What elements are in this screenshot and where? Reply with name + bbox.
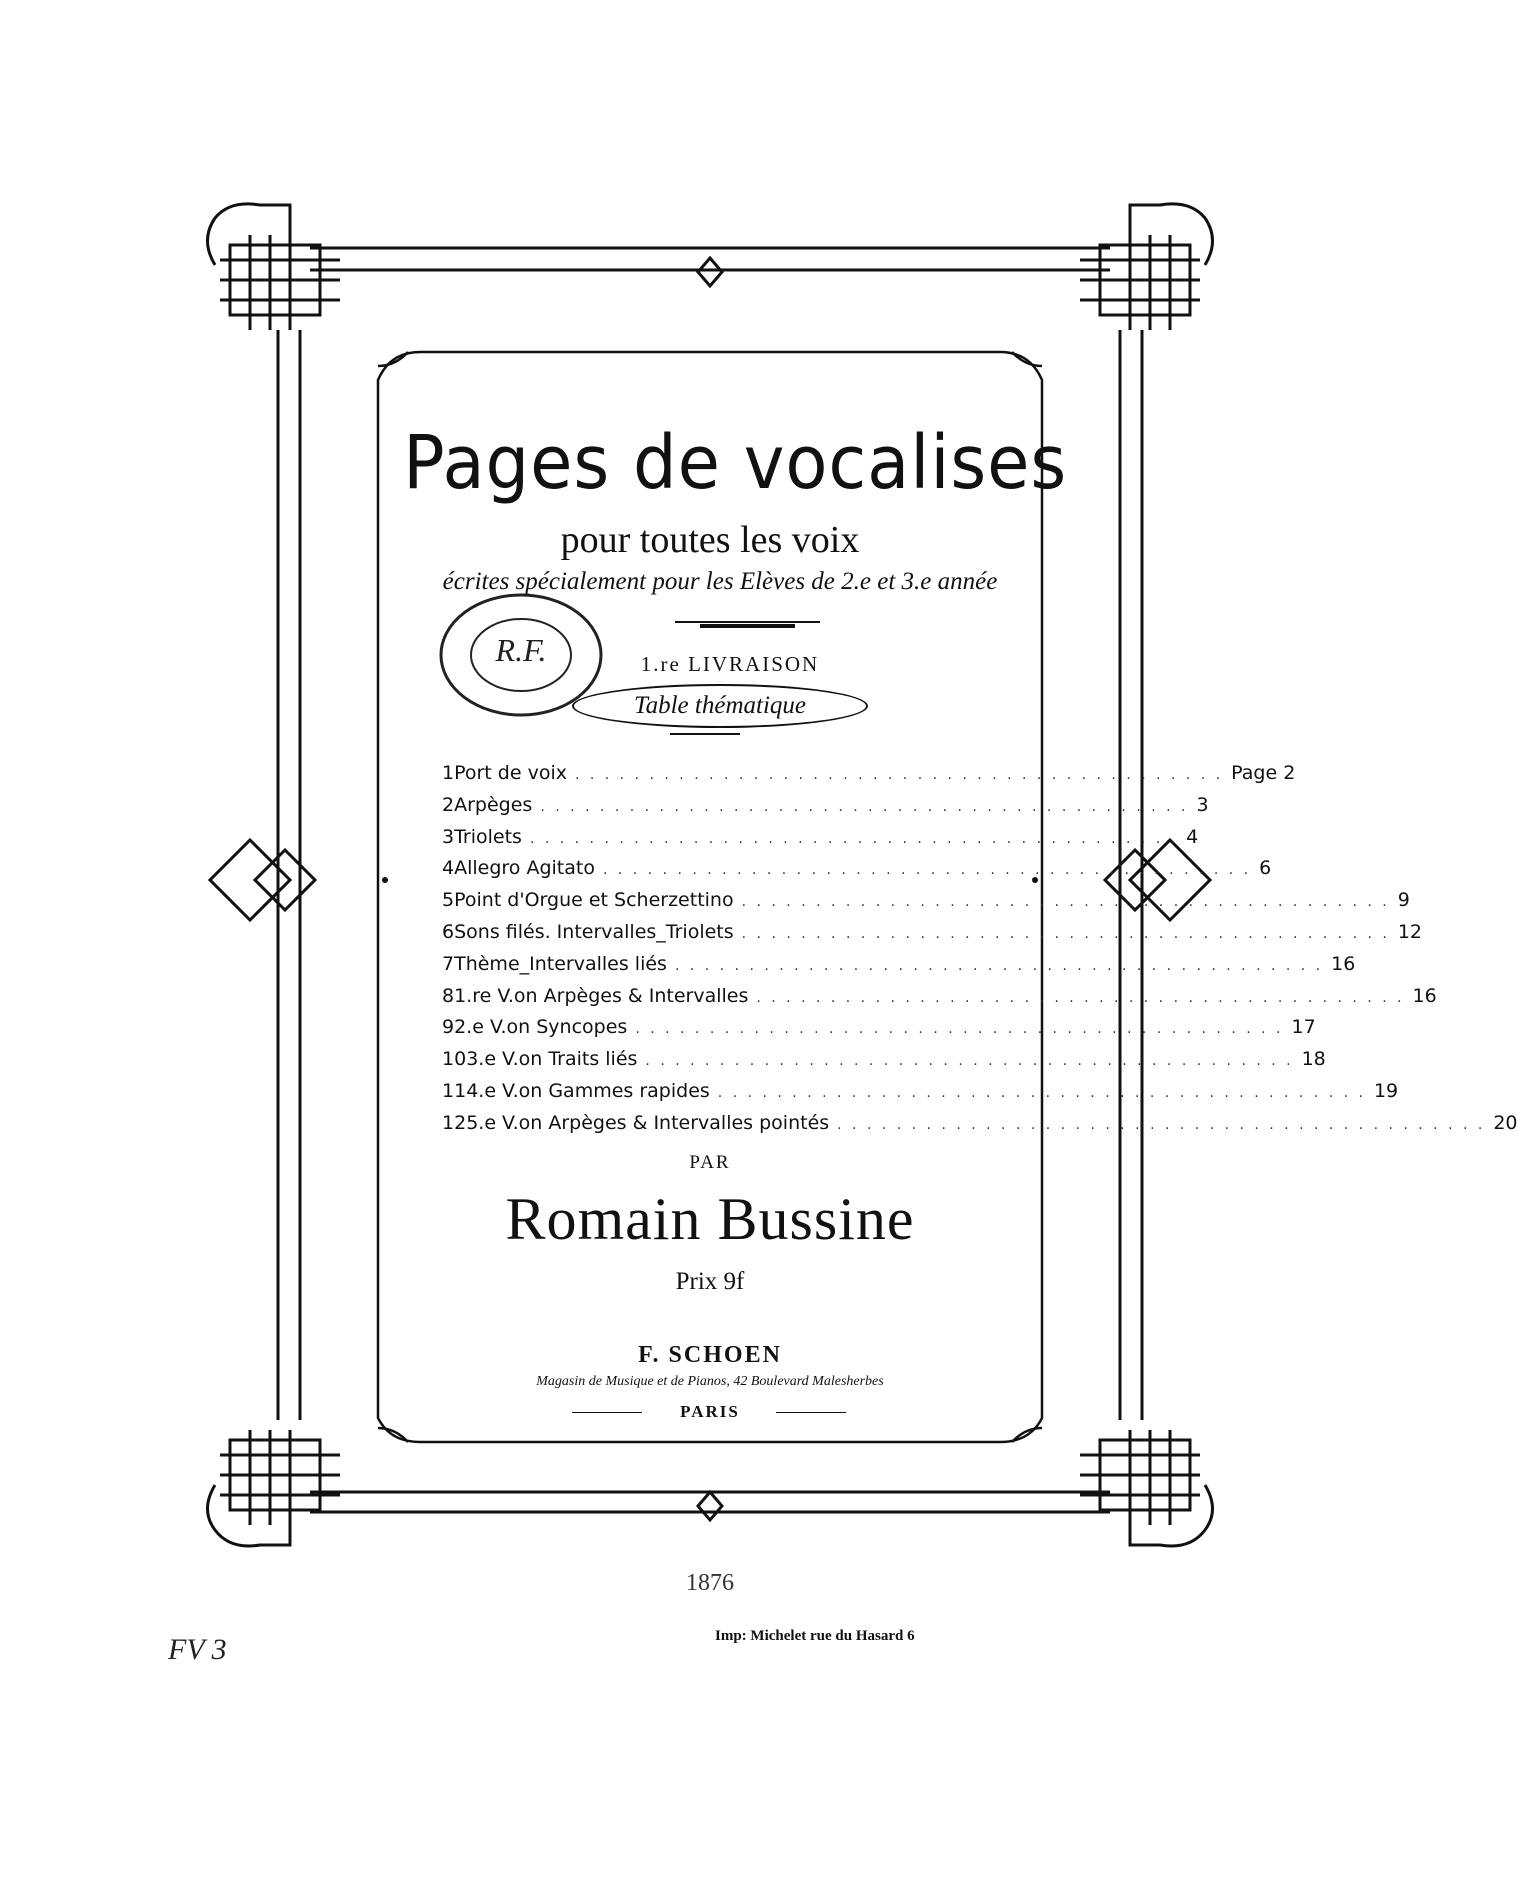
toc-page-prefix: Page bbox=[1231, 762, 1278, 784]
toc-leader: . . . . . . . . . . . . . . . . . . . . . . . . . . . . . . . . . . . . . . . . . . . . bbox=[717, 1084, 1366, 1101]
toc-title: 4.e V.on Gammes rapides bbox=[466, 1079, 710, 1102]
toc-row bbox=[442, 1016, 1316, 1048]
toc-row bbox=[442, 857, 1272, 889]
livraison-label: 1.re LIVRAISON bbox=[640, 652, 820, 676]
divider bbox=[776, 1412, 846, 1413]
toc-title: Arpèges bbox=[454, 793, 533, 816]
toc-title: Allegro Agitato bbox=[454, 857, 595, 880]
toc-row bbox=[442, 952, 1356, 985]
toc-title: 2.e V.on Syncopes bbox=[454, 1016, 628, 1039]
price: Prix 9f bbox=[675, 1268, 745, 1295]
toc-page: 9 bbox=[1397, 889, 1410, 912]
toc-leader: . . . . . . . . . . . . . . . . . . . . . . . . . . . . . . . . . . . . . . . . . . . . bbox=[756, 989, 1405, 1006]
toc-page: Page 2 bbox=[1231, 762, 1296, 784]
toc-row bbox=[442, 762, 1296, 794]
toc-row bbox=[442, 825, 1199, 858]
toc-leader: . . . . . . . . . . . . . . . . . . . . . . . . . . . . . . . . . . . . . . . . . . . . bbox=[837, 1116, 1486, 1133]
toc-number: 10 bbox=[442, 1048, 467, 1071]
toc-row bbox=[442, 1111, 1518, 1144]
divider bbox=[572, 1412, 642, 1413]
par-label: PAR bbox=[689, 1152, 731, 1173]
toc-page: 16 bbox=[1412, 984, 1437, 1007]
publisher-name: F. SCHOEN bbox=[638, 1342, 782, 1368]
toc-page: 17 bbox=[1291, 1016, 1316, 1039]
stamp-initials: R.F. bbox=[495, 632, 547, 668]
toc-number: 1 bbox=[442, 762, 455, 784]
toc-row bbox=[442, 1079, 1399, 1112]
toc-title: 5.e V.on Arpèges & Intervalles pointés bbox=[466, 1111, 830, 1134]
toc-row bbox=[442, 984, 1437, 1017]
toc-number: 6 bbox=[442, 920, 455, 943]
toc-number: 11 bbox=[442, 1079, 467, 1102]
toc-number: 5 bbox=[442, 889, 455, 912]
handwritten-shelfmark: FV 3 bbox=[168, 1633, 227, 1666]
toc-row bbox=[442, 793, 1209, 826]
toc-title: 3.e V.on Traits liés bbox=[466, 1048, 638, 1071]
toc-leader: . . . . . . . . . . . . . . . . . . . . . . . . . . . . . . . . . . . . . . . . . . . . bbox=[574, 767, 1224, 783]
toc-leader: . . . . . . . . . . . . . . . . . . . . . . . . . . . . . . . . . . . . . . . . . . . . bbox=[645, 1053, 1294, 1070]
toc-row bbox=[442, 889, 1410, 921]
composer-name: Romain Bussine bbox=[505, 1186, 915, 1252]
toc-leader: . . . . . . . . . . . . . . . . . . . . . . . . . . . . . . . . . . . . . . . . . . . . bbox=[602, 862, 1252, 879]
toc-leader: . . . . . . . . . . . . . . . . . . . . . . . . . . . . . . . . . . . . . . . . . . . . bbox=[529, 830, 1179, 847]
dedication: écrites spécialement pour les Elèves de 2.e et 3.e année bbox=[442, 568, 998, 595]
toc-page: 12 bbox=[1397, 920, 1423, 943]
toc-number: 12 bbox=[442, 1111, 467, 1134]
toc-leader: . . . . . . . . . . . . . . . . . . . . . . . . . . . . . . . . . . . . . . . . . . . . bbox=[635, 1021, 1284, 1038]
toc-number: 7 bbox=[442, 952, 455, 975]
table-thematique-label: Table thématique bbox=[634, 692, 806, 719]
toc-leader: . . . . . . . . . . . . . . . . . . . . . . . . . . . . . . . . . . . . . . . . . . . . bbox=[540, 798, 1189, 815]
toc-number: 9 bbox=[442, 1016, 455, 1039]
toc-page: 6 bbox=[1259, 857, 1272, 880]
toc-number: 8 bbox=[442, 984, 455, 1007]
toc-page: 3 bbox=[1196, 793, 1209, 816]
publication-year: 1876 bbox=[686, 1570, 734, 1596]
toc-row bbox=[442, 920, 1423, 953]
subtitle: pour toutes les voix bbox=[560, 519, 860, 561]
toc-number: 3 bbox=[442, 825, 455, 848]
table-of-contents bbox=[442, 762, 1518, 1144]
toc-title: Thème_Intervalles liés bbox=[454, 952, 667, 975]
publisher-address: Magasin de Musique et de Pianos, 42 Boulevard Malesherbes bbox=[536, 1374, 884, 1389]
toc-title: Triolets bbox=[454, 825, 522, 848]
toc-leader: . . . . . . . . . . . . . . . . . . . . . . . . . . . . . . . . . . . . . . . . . . . . bbox=[674, 957, 1324, 974]
toc-title: Sons filés. Intervalles_Triolets bbox=[454, 920, 734, 943]
printer-imprint: Imp: Michelet rue du Hasard 6 bbox=[715, 1628, 915, 1644]
toc-row bbox=[442, 1048, 1326, 1080]
toc-page: 16 bbox=[1331, 952, 1356, 975]
toc-leader: . . . . . . . . . . . . . . . . . . . . . . . . . . . . . . . . . . . . . . . . . . . . bbox=[741, 925, 1390, 942]
toc-page: 4 bbox=[1186, 825, 1199, 848]
toc-number: 2 bbox=[442, 793, 455, 816]
toc-page: 19 bbox=[1373, 1079, 1399, 1102]
toc-page: 20 bbox=[1493, 1111, 1518, 1134]
toc-title: 1.re V.on Arpèges & Intervalles bbox=[454, 984, 749, 1007]
publisher-city: PARIS bbox=[680, 1402, 740, 1421]
toc-title: Point d'Orgue et Scherzettino bbox=[454, 889, 734, 912]
toc-page: 18 bbox=[1301, 1048, 1326, 1071]
toc-number: 4 bbox=[442, 857, 455, 880]
toc-leader: . . . . . . . . . . . . . . . . . . . . . . . . . . . . . . . . . . . . . . . . . . . . bbox=[741, 894, 1390, 911]
toc-title: Port de voix bbox=[454, 762, 567, 784]
page-title: Pages de vocalises bbox=[403, 420, 1068, 506]
